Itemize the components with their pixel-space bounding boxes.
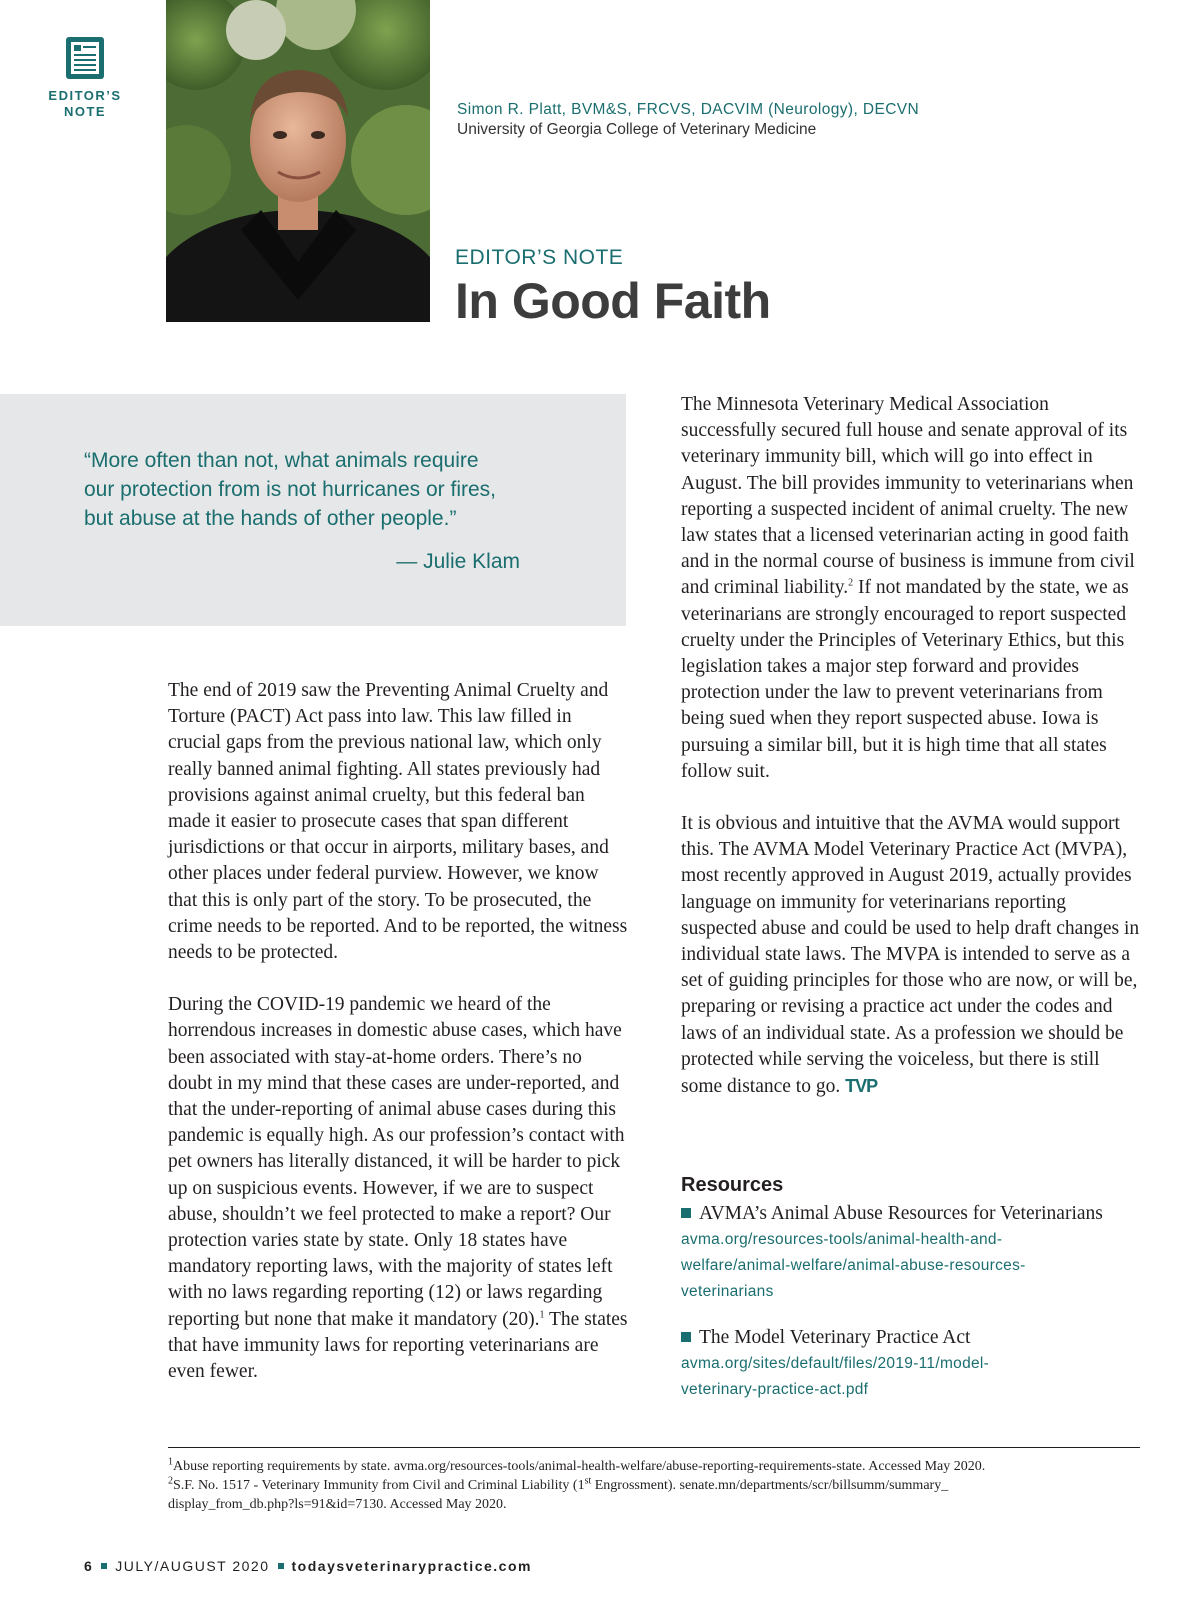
document-icon (65, 36, 105, 80)
body-paragraph: It is obvious and intuitive that the AVMA would support this. The AVMA Model Veterinary Practice Act (MVPA), most recently approved in August 2019, actually provides language on immunity for veterinarians reporting suspected abuse and could be used to help draft changes in individual state laws. The MVPA is intended to serve as a set of guiding principles for those who are now, or will be, preparing or revising a practice act under the codes and laws of an individual state. As a profession we should be protected while serving the voiceless, but there is still some distance to go. TVP (681, 813, 1140, 1098)
resource-name: The Model Veterinary Practice Act (699, 1327, 971, 1348)
page-number: 6 (84, 1558, 94, 1574)
end-mark-logo: TVP (845, 1076, 878, 1097)
author-byline (457, 100, 919, 140)
square-bullet-icon (681, 1208, 691, 1218)
author-affiliation: University of Georgia College of Veterinary Medicine (457, 121, 817, 138)
pull-quote-text: “More often than not, what animals require our protection from is not hurricanes or fires, but abuse at the hands of other people.” (84, 449, 497, 530)
footnote-1: $^1$Abuse reporting requirements by state. avma.org/resources-tools/animal-health-welfare/abuse-reporting-requirements-state. Accessed May 2020. (168, 1456, 986, 1474)
author-photo (166, 0, 430, 322)
section-kicker: EDITOR’S NOTE (455, 246, 624, 269)
article-title: In Good Faith (455, 273, 771, 329)
footnote-ref[interactable]: 1 (539, 1309, 545, 1321)
footnotes (168, 1457, 1148, 1514)
body-paragraph: The end of 2019 saw the Preventing Animal Cruelty and Torture (PACT) Act pass into law. This law filled in crucial gaps from the previous national law, which only really banned animal fighting. All states previously had provisions against animal cruelty, but this federal ban made it easier to prosecute cases that span different jurisdictions or that occur in airports, military bases, and other places under federal purview. However, we know that this is only part of the story. To be prosecuted, the crime needs to be reported. And to be reported, the witness needs to be protected. (168, 680, 628, 964)
body-column-right (681, 392, 1141, 1126)
pull-quote (0, 394, 626, 626)
footnote-divider (168, 1447, 1140, 1448)
square-separator-icon (278, 1563, 284, 1569)
author-name: Simon R. Platt, BVM&S, FRCVS, DACVIM (Neurology), DECVN (457, 101, 920, 118)
resource-link[interactable]: avma.org/resources-tools/animal-health-and- welfare/animal-welfare/animal-abuse-resources- veterinarians (681, 1231, 1026, 1300)
square-bullet-icon (681, 1332, 691, 1342)
website-link[interactable]: todaysveterinarypractice.com (291, 1558, 532, 1574)
resource-item (681, 1201, 1151, 1305)
resource-item (681, 1325, 1151, 1403)
badge-label: EDITOR’S NOTE (48, 88, 122, 119)
resource-name: AVMA’s Animal Abuse Resources for Veterinarians (699, 1203, 1103, 1224)
footnote-2: $^2$S.F. No. 1517 - Veterinary Immunity from Civil and Criminal Liability (1st Engrossment). senate.mn/departments/scr/billsumm/summary_ display_from_db.php?ls=91&id=7130. Accessed May 2020. (168, 1475, 949, 1512)
resources-title: Resources (681, 1174, 784, 1196)
resource-link[interactable]: avma.org/sites/default/files/2019-11/model- veterinary-practice-act.pdf (681, 1355, 990, 1398)
footnote-ref[interactable]: 2 (848, 577, 854, 589)
body-paragraph: During the COVID-19 pandemic we heard of the horrendous increases in domestic abuse cases, which have been associated with stay-at-home orders. There’s no doubt in my mind that these cases are under-reported, and that the under-reporting of animal abuse cases during this pandemic is equally high. As our profession’s contact with pet owners has literally distanced, it will be harder to pick up on suspicious events. However, if we are to suspect abuse, shouldn’t we feel protected to make a report? Our protection varies state by state. Only 18 states have mandatory reporting laws, with the majority of states left with no laws regarding reporting (12) or laws regarding reporting but none that make it mandatory (20).$^1$ The states that have immunity laws for reporting veterinarians are even fewer. (168, 994, 628, 1383)
pull-quote-attribution: — Julie Klam (396, 550, 520, 573)
resources-section (681, 1174, 1151, 1423)
editors-note-badge (40, 36, 130, 120)
body-column-left (168, 678, 628, 1411)
square-separator-icon (101, 1563, 107, 1569)
issue-date: JULY/AUGUST 2020 (115, 1558, 270, 1574)
body-paragraph: The Minnesota Veterinary Medical Association successfully secured full house and senate approval of its veterinary immunity bill, which will go into effect in August. The bill provides immunity to veterinarians when reporting a suspected incident of animal cruelty. The new law states that a licensed veterinarian acting in good faith and in the normal course of business is immune from civil and criminal liability.$^2$ If not mandated by the state, we as veterinarians are strongly encouraged to report suspected cruelty under the Principles of Veterinary Ethics, but this legislation takes a major step forward and provides protection under the law to prevent veterinarians from being sued when they report suspected abuse. Iowa is pursuing a similar bill, but it is high time that all states follow suit. (681, 394, 1135, 782)
page-footer (84, 1558, 532, 1574)
